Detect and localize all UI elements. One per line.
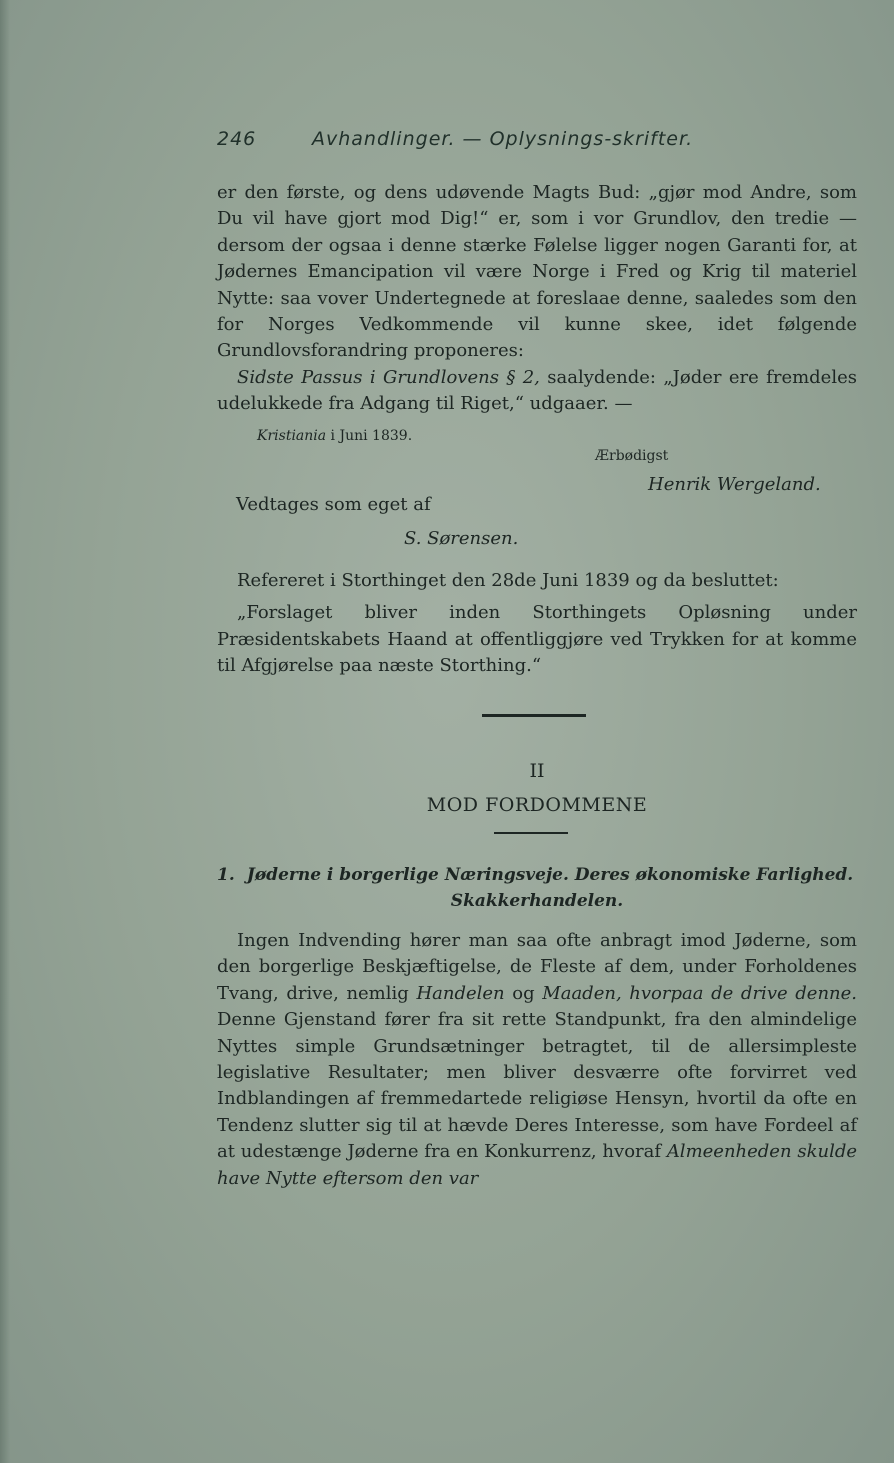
emphasis-handelen: Handelen — [416, 982, 505, 1004]
closing-salutation: Ærbødigst — [595, 448, 669, 464]
emphasis-maaden: Maaden, hvorpaa de drive denne. — [542, 982, 858, 1004]
section-divider-rule — [482, 714, 586, 717]
resolution-intro: Refereret i Storthinget den 28de Juni 1839 og da besluttet: — [237, 570, 779, 591]
section-heading — [217, 862, 857, 914]
resolution-quote: „Forslaget bliver inden Storthingets Opløsning under Præsidentskabets Haand at offentliggjøre ved Trykken for at komme til Afgjørelse paa næste Storthing.“ — [217, 602, 857, 677]
dateline-place: Kristiania — [257, 428, 327, 444]
opening-paragraph — [217, 180, 857, 418]
dateline-date: i Juni 1839. — [326, 428, 413, 444]
dateline — [257, 428, 412, 444]
running-title: Avhandlinger. — Oplysnings-skrifter. — [312, 128, 694, 150]
page-edge-shadow — [0, 0, 10, 1463]
seconding-label: Vedtages som eget af — [236, 494, 431, 515]
section-title-line-1: Jøderne i borgerlige Næringsveje. Deres økonomiske Farlighed. — [246, 865, 854, 885]
resolution-block — [217, 568, 857, 680]
running-header — [217, 128, 857, 160]
emphasis-almeenheden: Almeenheden skulde have Nytte eftersom den var — [217, 1141, 857, 1189]
proposal-text: saalydende: „Jøder ere fremdeles udelukkede fra Adgang til Riget,“ udgaaer. — — [217, 366, 857, 415]
signature-name: Henrik Wergeland. — [648, 474, 821, 495]
chapter-number: II — [529, 760, 545, 782]
proposal-reference: Sidste Passus i Grundlovens § 2, — [237, 366, 540, 388]
main-paragraph — [217, 928, 857, 1192]
chapter-title: MOD FORDOMMENE — [426, 794, 648, 816]
chapter-title-rule — [494, 832, 568, 834]
opening-text: er den første, og dens udøvende Magts Bud: „gjør mod Andre, som Du vil have gjort mod Dig!“ er, som i vor Grundlov, den tredie — dersom der ogsaa i denne stærke Følelse ligger nogen Garanti for, at Jødernes Emancipation vil være Norge i Fred og Krig til materiel Nytte: saa vover Undertegnede at foreslaae denne, saaledes som den for Norges Vedkommende vil kunne skee, idet følgende Grundlovsforandring proponeres: — [217, 182, 857, 362]
page-number: 246 — [217, 128, 257, 150]
proposal-line — [217, 365, 857, 418]
main-paragraph-text: Ingen Indvending hører man saa ofte anbragt imod Jøderne, som den borgerlige Beskjæftigelse, de Fleste af dem, under Forholdenes Tvang, drive, nemlig Handelen og Maaden, hvorpaa de drive denne. Denne Gjenstand fører fra sit rette Standpunkt, fra den almindelige Nyttes simple Grundsætninger betragtet, til de allersimpleste legislative Resultater; men bliver desværre ofte forvirret ved Indblandingen af fremmedartede religiøse Hensyn, hvortil da ofte en Tendenz slutter sig til at hævde Deres Interesse, som have Fordeel af at udestænge Jøderne fra en Konkurrenz, hvoraf Almeenheden skulde have Nytte eftersom den var — [217, 930, 858, 1189]
section-number: 1. — [217, 865, 235, 885]
seconding-name: S. Sørensen. — [404, 528, 519, 549]
section-title-line-2: Skakkerhandelen. — [450, 891, 624, 911]
